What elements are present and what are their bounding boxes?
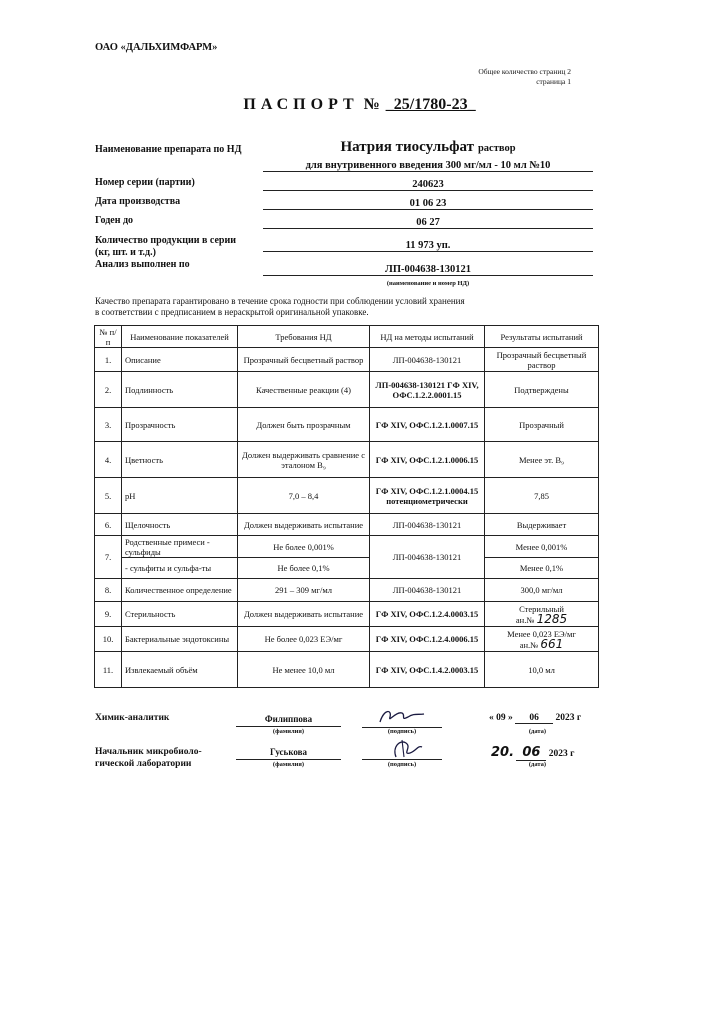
row-requirement: Качественные реакции (4) xyxy=(238,372,370,408)
row-result: 7,85 xyxy=(485,478,599,514)
drug-form: раствор xyxy=(477,143,516,154)
row-method: ГФ XIV, ОФС.1.2.4.0003.15 xyxy=(370,602,485,627)
page-title xyxy=(0,96,719,114)
row-result: Менее 0,1% xyxy=(485,558,599,579)
table-row xyxy=(95,408,599,442)
quantity-label xyxy=(95,235,236,259)
row-requirement: Должен выдерживать сравнение с эталоном B₉ xyxy=(238,442,370,478)
header-requirements: Требования НД xyxy=(238,326,370,348)
result-text: Менее 0,023 ЕЭ/мг xyxy=(507,628,576,639)
row-result: Менее эт. B₉ xyxy=(485,442,599,478)
table-row xyxy=(95,558,599,579)
quantity-value: 11 973 уп. xyxy=(263,240,593,252)
row-number: 1. xyxy=(95,348,122,372)
quantity-label-2: (кг, шт. и т.д.) xyxy=(95,247,156,258)
drug-name: Натрия тиосульфат xyxy=(340,139,474,155)
specification-table xyxy=(94,325,599,688)
header-name: Наименование показателей xyxy=(122,326,238,348)
production-date-label: Дата производства xyxy=(95,196,181,207)
header-number: № п/п xyxy=(95,326,122,348)
series-label: Номер серии (партии) xyxy=(95,177,195,188)
head-label-1: Начальник микробиоло- xyxy=(95,747,202,757)
row-requirement: 291 – 309 мг/мл xyxy=(238,579,370,602)
quantity-label-1: Количество продукции в серии xyxy=(95,235,237,246)
analysis-value: ЛП-004638-130121 xyxy=(263,264,593,276)
row-result: 300,0 мг/мл xyxy=(485,579,599,602)
table-row xyxy=(95,348,599,372)
head-surname-caption: (фамилия) xyxy=(272,761,305,768)
chemist-name: Филиппова xyxy=(236,714,341,727)
chemist-signature-caption: (подпись) xyxy=(387,728,417,735)
row-name: Прозрачность xyxy=(122,408,238,442)
row-requirement: Не менее 10,0 мл xyxy=(238,652,370,688)
row-number: 9. xyxy=(95,602,122,627)
row-requirement: Должен быть прозрачным xyxy=(238,408,370,442)
row-method: ГФ XIV, ОФС.1.4.2.0003.15 xyxy=(370,652,485,688)
row-name: Щелочность xyxy=(122,514,238,536)
row-requirement: 7,0 – 8,4 xyxy=(238,478,370,514)
chemist-date-month: 06 xyxy=(515,713,553,724)
row-name: Извлекаемый объём xyxy=(122,652,238,688)
analysis-number-label: ан.№ xyxy=(519,639,539,650)
row-number: 6. xyxy=(95,514,122,536)
quality-statement xyxy=(95,296,615,318)
row-name: Описание xyxy=(122,348,238,372)
row-name: Родственные примеси - сульфиды xyxy=(122,536,238,558)
analysis-caption: (наименование и номер НД) xyxy=(386,280,470,287)
row-requirement: Не более 0,1% xyxy=(238,558,370,579)
drug-name-line xyxy=(263,138,593,156)
head-date-day: 20. xyxy=(491,745,515,760)
table-row xyxy=(95,536,599,558)
expiry-value: 06 27 xyxy=(263,217,593,229)
row-requirement: Должен выдерживать испытание xyxy=(238,514,370,536)
row-name: pH xyxy=(122,478,238,514)
row-name: Цветность xyxy=(122,442,238,478)
table-row xyxy=(95,442,599,478)
chemist-date-caption: (дата) xyxy=(528,728,547,735)
table-row xyxy=(95,372,599,408)
table-row xyxy=(95,602,599,627)
row-result: 10,0 мл xyxy=(485,652,599,688)
row-name: Подлинность xyxy=(122,372,238,408)
head-date-month: 06 xyxy=(516,745,546,761)
row-result xyxy=(485,627,599,652)
row-method: ГФ XIV, ОФС.1.2.1.0006.15 xyxy=(370,442,485,478)
row-result: Выдерживает xyxy=(485,514,599,536)
row-requirement: Должен выдерживать испытание xyxy=(238,602,370,627)
expiry-label: Годен до xyxy=(95,215,134,226)
row-method: ЛП-004638-130121 ГФ XIV, ОФС.1.2.2.0001.15 xyxy=(370,372,485,408)
company-name: ОАО «ДАЛЬХИМФАРМ» xyxy=(95,42,218,53)
production-date-value: 01 06 23 xyxy=(263,198,593,210)
row-number: 5. xyxy=(95,478,122,514)
table-row xyxy=(95,514,599,536)
row-name: Стерильность xyxy=(122,602,238,627)
title-no-sign: № xyxy=(363,96,381,113)
row-name: - сульфиты и сульфа-ты xyxy=(122,558,238,579)
row-result: Прозрачный xyxy=(485,408,599,442)
handwritten-analysis-number: 1285 xyxy=(536,611,568,626)
table-row xyxy=(95,478,599,514)
row-method: ГФ XIV, ОФС.1.2.1.0007.15 xyxy=(370,408,485,442)
head-date-year: 2023 г xyxy=(548,749,575,759)
drug-label: Наименование препарата по НД xyxy=(95,144,242,155)
table-header-row xyxy=(95,326,599,348)
chemist-surname-caption: (фамилия) xyxy=(272,728,305,735)
header-results: Результаты испытаний xyxy=(485,326,599,348)
row-requirement: Не более 0,001% xyxy=(238,536,370,558)
row-number: 3. xyxy=(95,408,122,442)
head-signature xyxy=(362,737,442,760)
row-number: 10. xyxy=(95,627,122,652)
head-date xyxy=(491,745,574,761)
row-number: 11. xyxy=(95,652,122,688)
head-signature-caption: (подпись) xyxy=(387,761,417,768)
chemist-date xyxy=(489,713,581,724)
head-date-caption: (дата) xyxy=(528,761,547,768)
quality-line-1: Качество препарата гарантировано в течение срока годности при соблюдении условий хранения xyxy=(95,296,465,306)
chemist-date-year: 2023 г xyxy=(555,713,582,723)
chemist-label: Химик-аналитик xyxy=(95,713,170,723)
row-method: ГФ XIV, ОФС.1.2.1.0004.15 потенциометрически xyxy=(370,478,485,514)
row-number: 4. xyxy=(95,442,122,478)
result-text: Стерильный xyxy=(519,603,564,614)
row-number: 2. xyxy=(95,372,122,408)
row-result: Прозрачный бесцветный раствор xyxy=(485,348,599,372)
row-result: Подтверждены xyxy=(485,372,599,408)
row-method: ЛП-004638-130121 xyxy=(370,579,485,602)
analysis-number-label: ан.№ xyxy=(515,614,535,625)
handwritten-analysis-number: 661 xyxy=(540,636,564,651)
row-name: Количественное определение xyxy=(122,579,238,602)
row-method: ЛП-004638-130121 xyxy=(370,536,485,579)
signature-scribble-icon xyxy=(362,737,442,759)
chemist-date-day: « 09 » xyxy=(489,713,513,723)
row-number: 8. xyxy=(95,579,122,602)
total-pages: Общее количество страниц 2 xyxy=(478,67,571,76)
page-count xyxy=(478,67,571,87)
row-result xyxy=(485,602,599,627)
analysis-label: Анализ выполнен по xyxy=(95,259,190,270)
table-row xyxy=(95,627,599,652)
page-number: страница 1 xyxy=(536,77,571,86)
series-value: 240623 xyxy=(263,179,593,191)
head-label-2: гической лаборатории xyxy=(95,759,192,769)
passport-number: _25/1780-23_ xyxy=(385,96,476,113)
row-name: Бактериальные эндотоксины xyxy=(122,627,238,652)
row-method: ГФ XIV, ОФС.1.2.4.0006.15 xyxy=(370,627,485,652)
table-row xyxy=(95,652,599,688)
signature-scribble-icon xyxy=(362,705,442,727)
row-requirement: Прозрачный бесцветный раствор xyxy=(238,348,370,372)
table-row xyxy=(95,579,599,602)
title-word: ПАСПОРТ xyxy=(243,96,359,113)
row-result: Менее 0,001% xyxy=(485,536,599,558)
row-method: ЛП-004638-130121 xyxy=(370,348,485,372)
head-label xyxy=(95,746,202,770)
head-name: Гуськова xyxy=(236,747,341,760)
row-requirement: Не более 0,023 ЕЭ/мг xyxy=(238,627,370,652)
row-number: 7. xyxy=(95,536,122,579)
header-methods: НД на методы испытаний xyxy=(370,326,485,348)
chemist-signature xyxy=(362,705,442,728)
drug-description: для внутривенного введения 300 мг/мл - 10 мл №10 xyxy=(263,160,593,172)
row-method: ЛП-004638-130121 xyxy=(370,514,485,536)
quality-line-2: в соответствии с предписанием в нераскрытой оригинальной упаковке. xyxy=(95,307,369,317)
